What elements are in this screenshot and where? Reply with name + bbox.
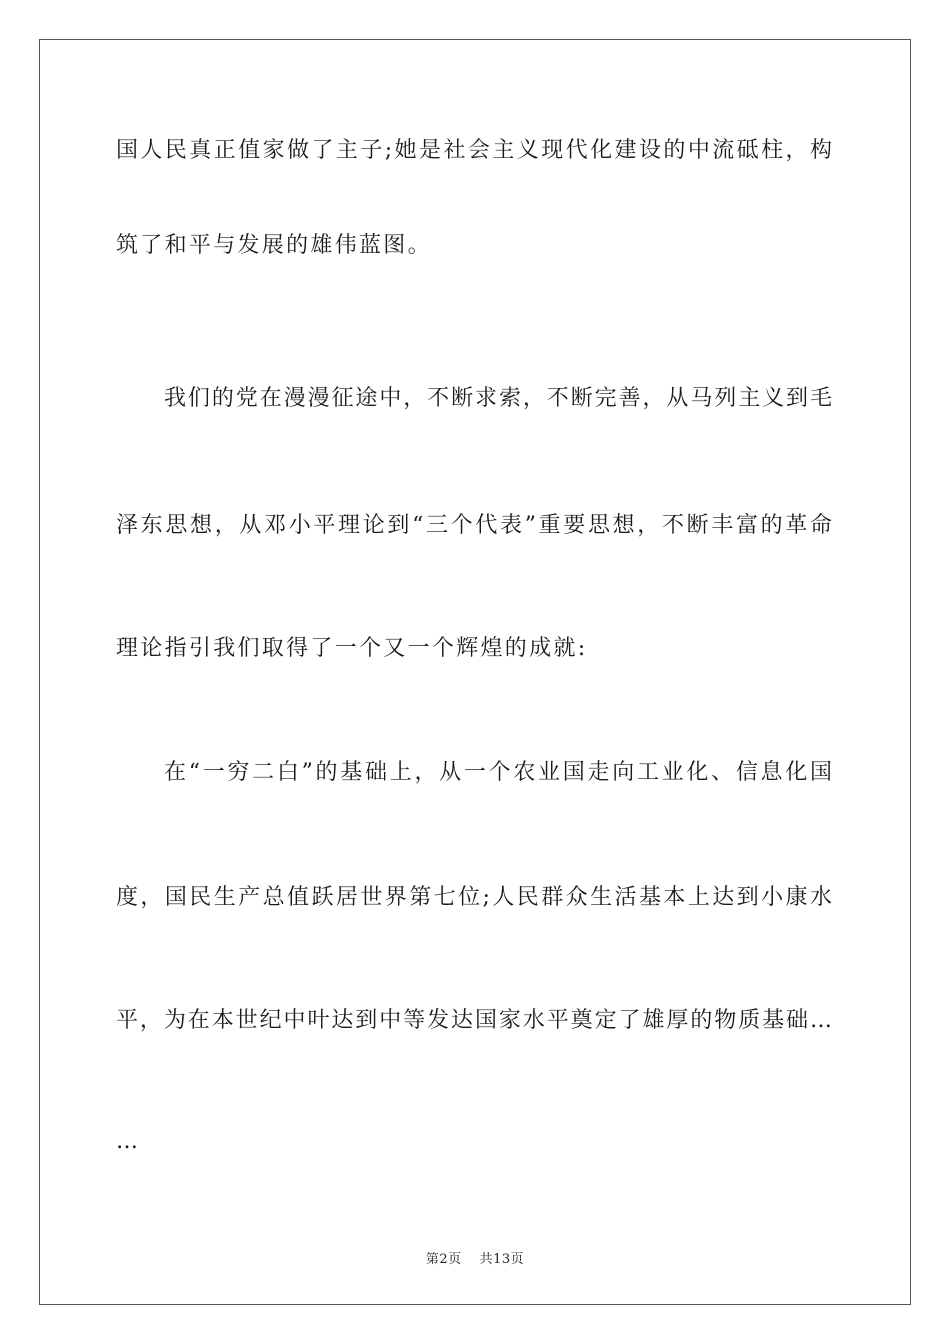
text-line-4: 泽东思想，从邓小平理论到“三个代表”重要思想，不断丰富的革命 [116,513,832,538]
text-line-8: 平，为在本世纪中叶达到中等发达国家水平奠定了雄厚的物质基础… [116,1008,832,1033]
text-line-6: 在“一穷二白”的基础上，从一个农业国走向工业化、信息化国 [164,760,832,785]
text-line-5: 理论指引我们取得了一个又一个辉煌的成就: [116,636,588,661]
text-line-7: 度，国民生产总值跃居世界第七位;人民群众生活基本上达到小康水 [116,885,832,910]
page-total: 共13页 [479,1252,525,1267]
text-line-2: 筑了和平与发展的雄伟蓝图。 [116,233,432,258]
page-footer [0,1248,950,1267]
text-line-9: … [116,1129,141,1154]
page-number: 第2页 [425,1252,462,1267]
text-line-1: 国人民真正值家做了主子;她是社会主义现代化建设的中流砥柱，构 [116,138,832,163]
page-frame [39,39,911,1305]
text-line-3: 我们的党在漫漫征途中，不断求索，不断完善，从马列主义到毛 [164,386,832,411]
